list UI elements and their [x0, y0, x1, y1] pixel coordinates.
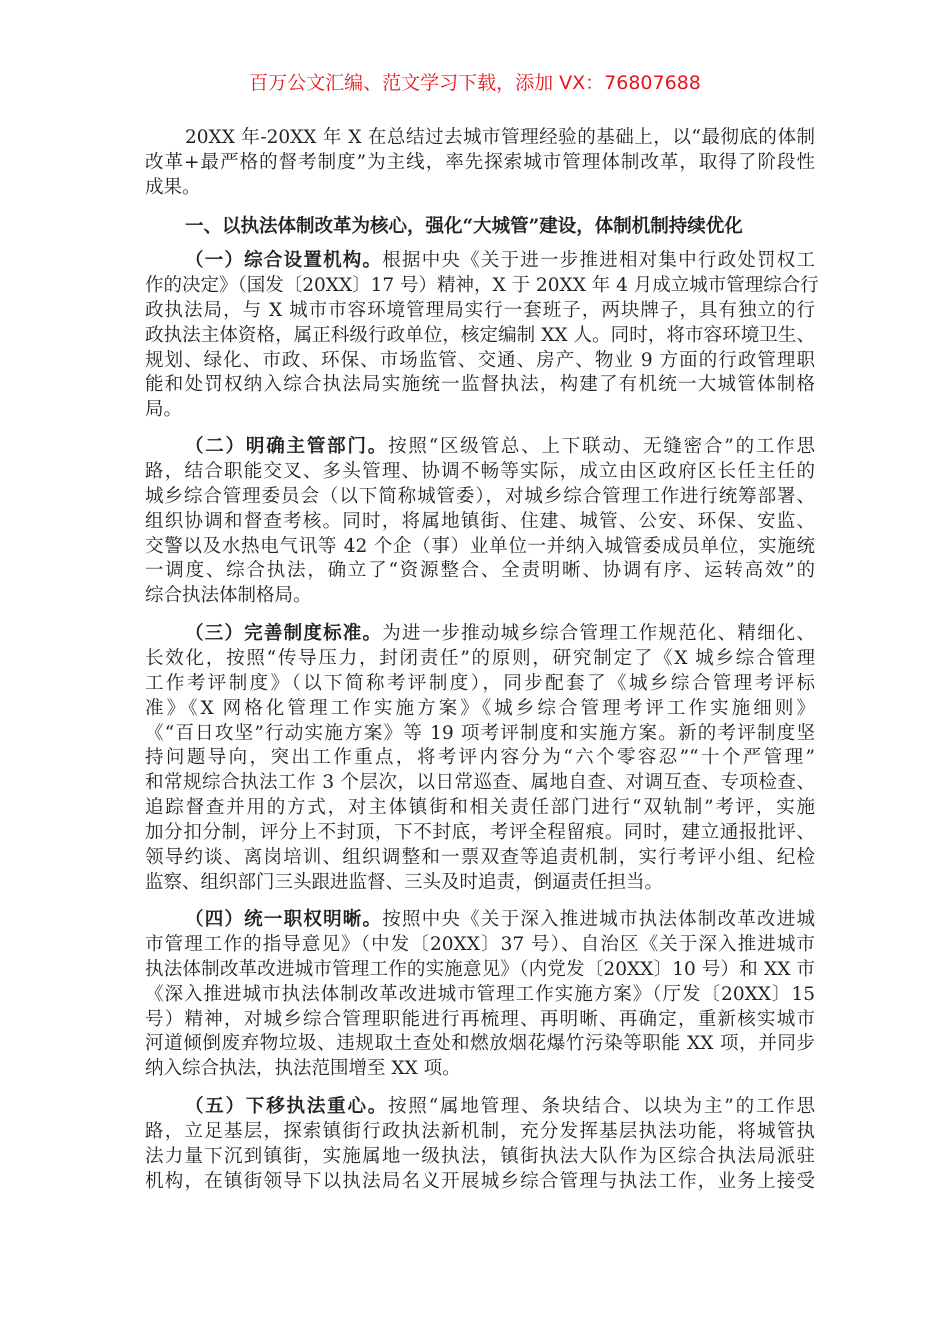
text-line	[145, 373, 815, 398]
line-text: 按照“属地管理、条块结合、以块为主”的工作思	[388, 1096, 815, 1117]
text-line	[145, 460, 815, 485]
text-line	[145, 647, 815, 672]
line-text: 组织协调和督查考核。同时，将属地镇街、住建、城管、公安、环保、安监、	[145, 510, 815, 532]
line-text: 路，结合职能交叉、多头管理、协调不畅等实际，成立由区政府区长任主任的	[145, 460, 815, 482]
section-2-paragraph	[145, 435, 815, 609]
text-line	[145, 871, 815, 896]
line-text: 按照中央《关于深入推进城市执法体制改革改进城	[382, 909, 815, 930]
text-line	[145, 697, 815, 722]
text-line	[145, 821, 815, 846]
line-text: 市管理工作的指导意见》（中发〔20XX〕37 号）、自治区《关于深入推进城市	[145, 933, 815, 955]
line-text: 和常规综合执法工作 3 个层次，以日常巡查、属地自查、对调互查、专项检查、	[145, 772, 815, 794]
line-text: 河道倾倒废弃物垃圾、违规取土查处和燃放烟花爆竹污染等职能 XX 项，并同步	[145, 1033, 815, 1055]
text-line	[145, 535, 815, 560]
text-line	[145, 722, 815, 747]
text-line	[145, 584, 815, 609]
line-text: 城乡综合管理委员会（以下简称城管委），对城乡综合管理工作进行统筹部署、	[145, 485, 815, 507]
text-line	[145, 908, 815, 933]
section-3-paragraph	[145, 622, 815, 896]
section-lead: （三）完善制度标准。	[185, 623, 383, 644]
line-text: 为进一步推动城乡综合管理工作规范化、精细化、	[382, 623, 815, 644]
text-line	[145, 622, 815, 647]
text-line	[145, 1170, 815, 1195]
text-line	[145, 249, 815, 274]
text-line	[145, 1032, 815, 1057]
section-lead: （一）综合设置机构。	[185, 250, 383, 271]
text-line	[145, 672, 815, 697]
text-line	[145, 299, 815, 324]
text-line	[145, 349, 815, 374]
text-line: 20XX 年-20XX 年 X 在总结过去城市管理经验的基础上，以“最彻底的体制	[185, 127, 815, 148]
line-text: 监察、组织部门三头跟进监督、三头及时追责，倒逼责任担当。	[145, 871, 664, 893]
section-4-paragraph	[145, 908, 815, 1082]
watermark-banner: 百万公文汇编、范文学习下载，添加 VX：76807688	[249, 72, 701, 94]
text-line	[145, 1057, 815, 1082]
text-line	[145, 510, 815, 535]
line-text: 加分扣分制，评分上不封顶，下不封底，考评全程留痕。同时，建立通报批评、	[145, 822, 815, 844]
line-text: 综合执法体制格局。	[145, 585, 312, 607]
line-text: 号）精神，对城乡综合管理职能进行再梳理、再明晰、再确定，重新核实城市	[145, 1008, 815, 1030]
line-text: 按照“区级管总、上下联动、无缝密合”的工作思	[388, 436, 815, 457]
text-line	[145, 958, 815, 983]
line-text: 持问题导向，突出工作重点，将考评内容分为“六个零容忍”“十个严管理”	[145, 747, 815, 769]
text-line	[145, 1095, 815, 1120]
intro-paragraph	[145, 126, 815, 201]
text-line: 改革+最严格的督考制度”为主线，率先探索城市管理体制改革，取得了阶段性	[145, 151, 815, 173]
section-lead: （二）明确主管部门。	[185, 436, 389, 457]
line-text: 准》《X 网格化管理工作实施方案》《城乡综合管理考评工作实施细则》	[145, 697, 815, 719]
text-line	[145, 559, 815, 584]
line-text: 路，立足基层，探索镇街行政执法新机制，充分发挥基层执法功能，将城管执	[145, 1120, 815, 1142]
line-text: 追踪督查并用的方式，对主体镇街和相关责任部门进行“双轨制”考评，实施	[145, 797, 815, 819]
line-text: 领导约谈、离岗培训、组织调整和一票双查等追责机制，实行考评小组、纪检	[145, 847, 815, 869]
line-text: 政执法局，与 X 城市市容环境管理局实行一套班子，两块牌子，具有独立的行	[145, 299, 815, 321]
line-text: 根据中央《关于进一步推进相对集中行政处罚权工	[382, 250, 815, 271]
text-line	[145, 1145, 815, 1170]
line-text: 一调度、综合执法，确立了“资源整合、全责明晰、协调有序、运转高效”的	[145, 560, 815, 582]
line-text: 局。	[145, 399, 183, 421]
text-line	[145, 324, 815, 349]
text-line	[145, 983, 815, 1008]
section-lead: （四）统一职权明晰。	[185, 909, 383, 930]
line-text: 《深入推进城市执法体制改革改进城市管理工作实施方案》（厅发〔20XX〕15	[145, 983, 815, 1005]
text-line	[145, 746, 815, 771]
text-line	[145, 933, 815, 958]
text-line	[145, 846, 815, 871]
section-5-paragraph	[145, 1095, 815, 1195]
text-line	[145, 274, 819, 299]
line-text: 工作考评制度》（以下简称考评制度），同步配套了《城乡综合管理考评标	[145, 672, 815, 694]
line-text: 《“百日攻坚”行动实施方案》等 19 项考评制度和实施方案。新的考评制度坚	[145, 722, 815, 744]
text-line	[145, 435, 815, 460]
line-text: 规划、绿化、市政、环保、市场监管、交通、房产、物业 9 方面的行政管理职	[145, 349, 815, 371]
text-line	[145, 1120, 815, 1145]
text-line	[145, 485, 815, 510]
section-1-paragraph	[145, 249, 819, 423]
text-line	[145, 771, 815, 796]
line-text: 纳入综合执法，执法范围增至 XX 项。	[145, 1058, 461, 1080]
text-line	[145, 398, 815, 423]
line-text: 政执法主体资格，属正科级行政单位，核定编制 XX 人。同时，将市容环境卫生、	[145, 324, 815, 346]
section-lead: （五）下移执法重心。	[185, 1096, 389, 1117]
text-line: 成果。	[145, 176, 201, 198]
line-text: 能和处罚权纳入综合执法局实施统一监督执法，构建了有机统一大城管体制格	[145, 374, 815, 396]
line-text: 长效化，按照“传导压力，封闭责任”的原则，研究制定了《X 城乡综合管理	[145, 647, 815, 669]
line-text: 执法体制改革改进城市管理工作的实施意见》（内党发〔20XX〕10 号）和 XX 市	[145, 958, 815, 980]
text-line	[145, 1008, 815, 1033]
text-line	[145, 796, 815, 821]
line-text: 作的决定》（国发〔20XX〕17 号）精神，X 于 20XX 年 4 月成立城市管理综合行	[145, 274, 819, 296]
section-heading: 一、以执法体制改革为核心，强化“大城管”建设，体制机制持续优化	[185, 216, 743, 237]
line-text: 机构，在镇街领导下以执法局名义开展城乡综合管理与执法工作，业务上接受	[145, 1170, 815, 1192]
line-text: 交警以及水热电气讯等 42 个企（事）业单位一并纳入城管委成员单位，实施统	[145, 535, 815, 557]
line-text: 法力量下沉到镇街，实施属地一级执法，镇街执法大队作为区综合执法局派驻	[145, 1145, 815, 1167]
